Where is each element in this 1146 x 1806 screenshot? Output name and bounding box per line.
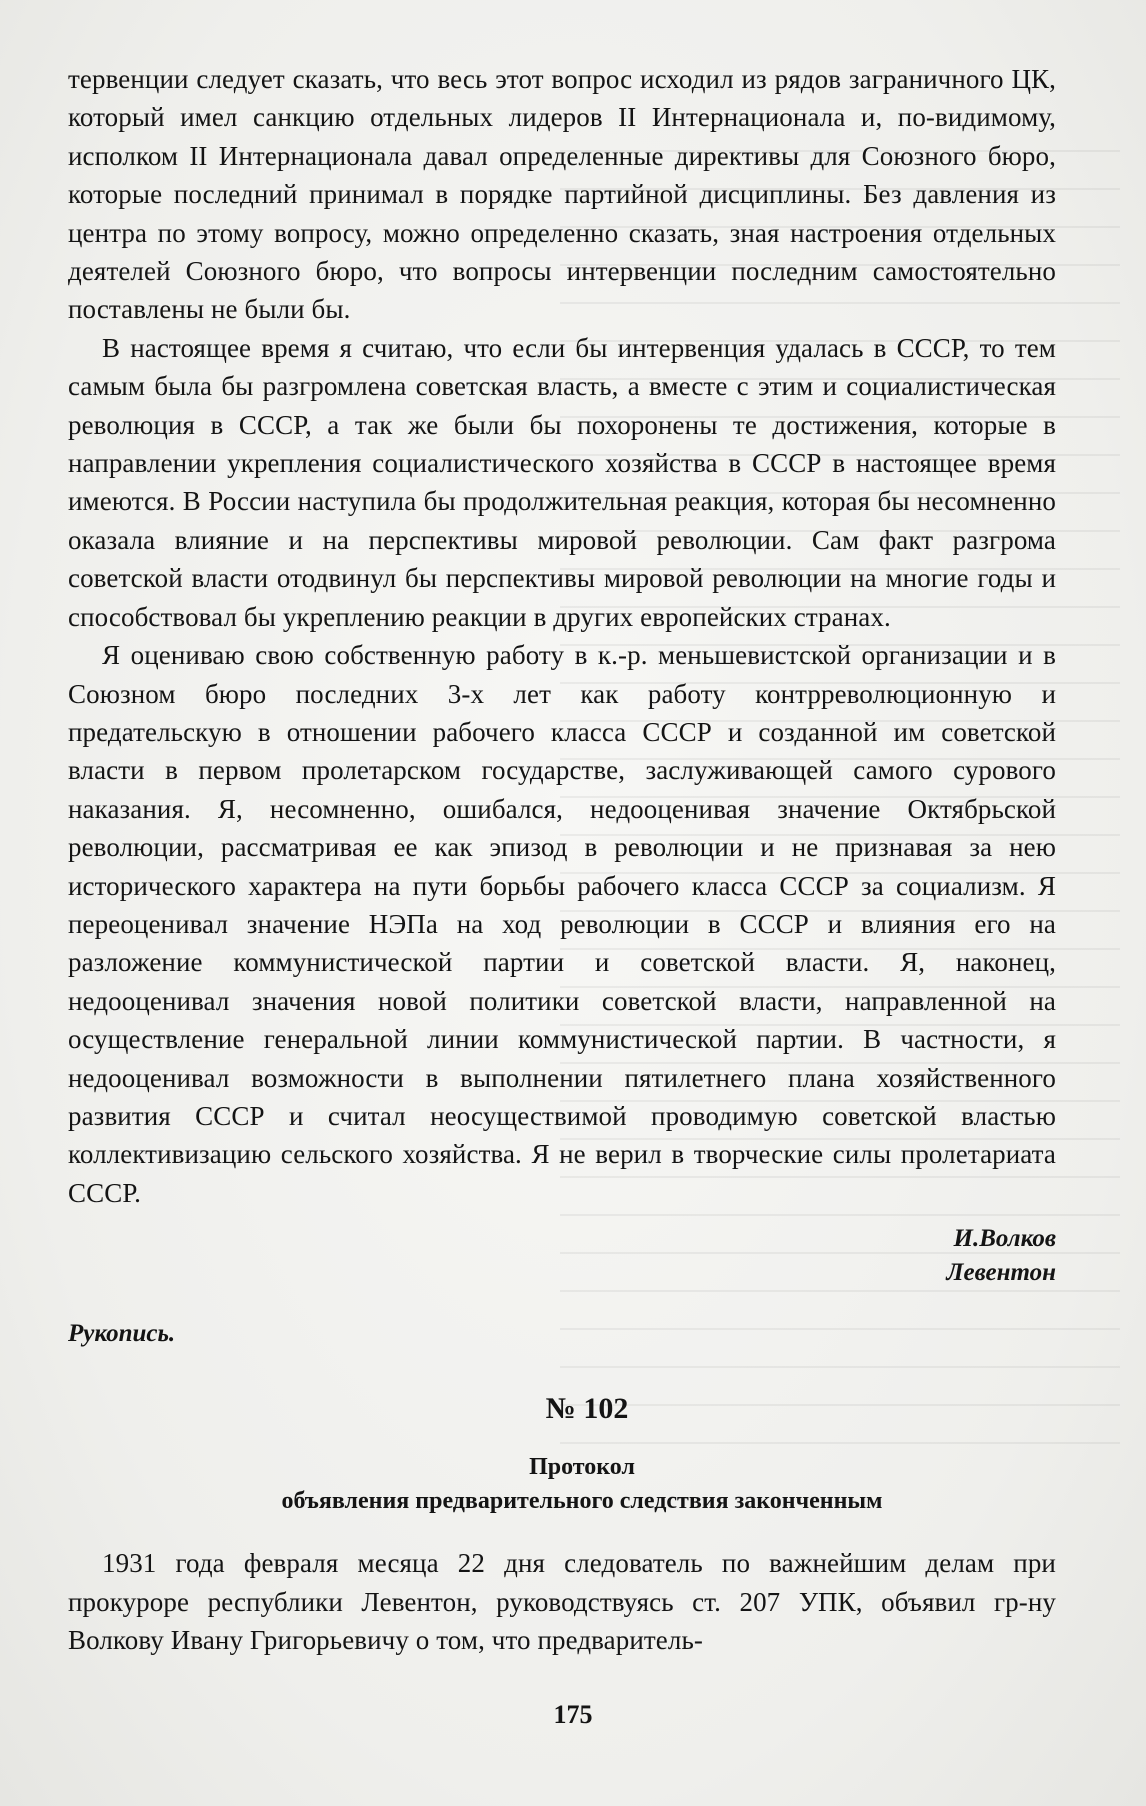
page-content (68, 60, 1056, 1659)
document-title (68, 1450, 1056, 1518)
paragraph-2: В настоящее время я считаю, что если бы интервенция удалась в СССР, то тем самым была бы разгромлена советская власть, а вместе с этим и социалистическая революция в СССР, а так же были бы похоронены те достижения, которые в направлении укрепления социалистического хозяйства в СССР в настоящее время имеются. В России наступила бы продолжительная реакция, которая бы несомненно оказала влияние и на перспективы мировой революции. Сам факт разгрома советской власти отодвинул бы перспективы мировой революции на многие годы и способствовал бы укреплению реакции в других европейских странах. (68, 332, 1056, 632)
document-number: № 102 (545, 1392, 629, 1426)
paragraph-3: Я оцениваю свою собственную работу в к.-р. меньшевистской организации и в Союзном бюро последних 3-х лет как работу контрреволюционную и предательскую в отношении рабочего класса СССР и созданной им советской власти в первом пролетарском государстве, заслуживающей самого сурового наказания. Я, несомненно, ошибался, недооценивая значение Октябрьской революции, рассматривая ее как эпизод в революции и не признавая за нею исторического характера на пути борьбы рабочего класса СССР за социализм. Я переоценивал значение НЭПа на ход революции в СССР и влияния его на разложение коммунистической партии и советской власти. Я, наконец, недооценивал значения новой политики советской власти, направленной на осуществление генеральной линии коммунистической партии. В частности, я недооценивал возможности в выполнении пятилетнего плана хозяйственного развития СССР и считал неосуществимой проводимую советской властью коллективизацию сельского хозяйства. Я не верил в творческие силы пролетариата СССР. (68, 640, 1056, 1208)
page-number: 175 (553, 1700, 593, 1729)
signature-block (68, 1222, 1056, 1290)
signature-leventon: Левентон (946, 1259, 1056, 1287)
document-body: 1931 года февраля месяца 22 дня следователь по важнейшим делам при прокуроре республики Левентон, руководствуясь ст. 207 УПК, объявил гр-ну Волкову Ивану Григорьевичу о том, что предваритель- (68, 1548, 1056, 1655)
document-title-line-2: объявления предварительного следствия законченным (281, 1488, 883, 1515)
source-note: Рукопись. (68, 1320, 176, 1348)
paragraph-1: тервенции следует сказать, что весь этот вопрос исходил из рядов заграничного ЦК, который имел санкцию отдельных лидеров II Интернационала и, по-видимому, исполком II Интернационала давал определенные директивы для Союзного бюро, которые последний принимал в порядке партийной дисциплины. Без давления из центра по этому вопросу, можно определенно сказать, зная настроения отдельных деятелей Союзного бюро, что вопросы интервенции последним самостоятельно поставлены не были бы. (68, 64, 1056, 325)
document-title-line-1: Протокол (529, 1454, 635, 1481)
signature-volkov: И.Волков (953, 1225, 1056, 1253)
